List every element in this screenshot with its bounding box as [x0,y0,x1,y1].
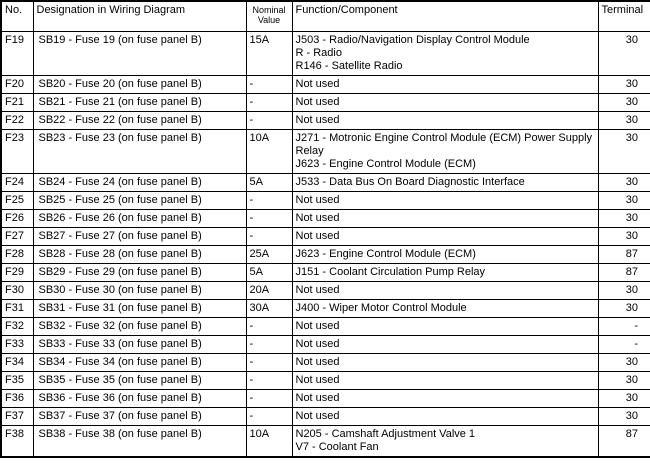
function-cell [292,129,598,173]
function-cell [292,389,598,407]
function-cell [292,353,598,371]
terminal-cell: 30 [598,389,650,407]
nominal-value-cell: - [246,209,292,227]
fuse-number-cell: F38 [1,425,33,457]
function-line: N205 - Camshaft Adjustment Valve 1 [295,427,476,440]
nominal-value-cell: 20A [246,281,292,299]
fuse-number-cell: F22 [1,111,33,129]
terminal-cell: 30 [598,281,650,299]
fuse-number-cell: F35 [1,371,33,389]
terminal-cell: 30 [598,173,650,191]
function-cell [292,93,598,111]
nominal-value-cell: 10A [246,129,292,173]
table-row [1,371,650,389]
function-cell [292,209,598,227]
function-cell [292,263,598,281]
function-line: Not used [295,95,340,108]
function-line: Not used [295,391,340,404]
designation-cell: SB28 - Fuse 28 (on fuse panel B) [33,245,246,263]
terminal-cell: 87 [598,245,650,263]
table-row [1,317,650,335]
terminal-cell: - [598,317,650,335]
function-line: J623 - Engine Control Module (ECM) [295,247,476,260]
designation-cell: SB27 - Fuse 27 (on fuse panel B) [33,227,246,245]
function-line: Not used [295,211,340,224]
function-line: Not used [295,193,340,206]
table-row [1,407,650,425]
function-line: V7 - Coolant Fan [295,440,379,453]
designation-cell: SB30 - Fuse 30 (on fuse panel B) [33,281,246,299]
terminal-cell: 30 [598,75,650,93]
function-line: Not used [295,229,340,242]
function-line: Not used [295,409,340,422]
designation-cell: SB33 - Fuse 33 (on fuse panel B) [33,335,246,353]
terminal-cell: 30 [598,227,650,245]
header-designation: Designation in Wiring Diagram [33,1,246,31]
function-line: J533 - Data Bus On Board Diagnostic Interface [295,175,525,188]
terminal-cell: 87 [598,425,650,457]
table-row [1,173,650,191]
function-cell [292,75,598,93]
nominal-value-cell: 10A [246,425,292,457]
fuse-number-cell: F25 [1,191,33,209]
table-row [1,111,650,129]
fuse-number-cell: F33 [1,335,33,353]
nominal-value-cell: - [246,407,292,425]
designation-cell: SB21 - Fuse 21 (on fuse panel B) [33,93,246,111]
header-nominal-line1: Nominal [252,5,286,15]
nominal-value-cell: - [246,371,292,389]
function-line: Not used [295,373,340,386]
fuse-number-cell: F28 [1,245,33,263]
function-line: J503 - Radio/Navigation Display Control Module [295,33,530,46]
terminal-cell: - [598,335,650,353]
nominal-value-cell: 30A [246,299,292,317]
header-nominal-line2: Value [257,15,281,25]
table-row [1,93,650,111]
fuse-number-cell: F34 [1,353,33,371]
fuse-number-cell: F27 [1,227,33,245]
fuse-number-cell: F30 [1,281,33,299]
header-function: Function/Component [292,1,598,31]
fuse-number-cell: F36 [1,389,33,407]
designation-cell: SB29 - Fuse 29 (on fuse panel B) [33,263,246,281]
function-cell [292,245,598,263]
function-cell [292,191,598,209]
terminal-cell: 30 [598,93,650,111]
function-cell [292,299,598,317]
fuse-number-cell: F21 [1,93,33,111]
nominal-value-cell: 25A [246,245,292,263]
header-terminal: Terminal [598,1,650,31]
header-nominal-value [246,1,292,31]
designation-cell: SB35 - Fuse 35 (on fuse panel B) [33,371,246,389]
designation-cell: SB23 - Fuse 23 (on fuse panel B) [33,129,246,173]
nominal-value-cell: - [246,389,292,407]
nominal-value-cell: 15A [246,31,292,75]
nominal-value-cell: 5A [246,173,292,191]
function-line: R - Radio [295,46,342,59]
table-row [1,75,650,93]
fuse-number-cell: F19 [1,31,33,75]
fuse-number-cell: F31 [1,299,33,317]
function-line: J400 - Wiper Motor Control Module [295,301,467,314]
table-row [1,227,650,245]
designation-cell: SB31 - Fuse 31 (on fuse panel B) [33,299,246,317]
terminal-cell: 30 [598,111,650,129]
function-cell [292,371,598,389]
function-cell [292,281,598,299]
table-row [1,335,650,353]
designation-cell: SB36 - Fuse 36 (on fuse panel B) [33,389,246,407]
designation-cell: SB24 - Fuse 24 (on fuse panel B) [33,173,246,191]
function-cell [292,335,598,353]
function-line: Not used [295,319,340,332]
designation-cell: SB32 - Fuse 32 (on fuse panel B) [33,317,246,335]
nominal-value-cell: - [246,353,292,371]
function-cell [292,111,598,129]
nominal-value-cell: - [246,191,292,209]
designation-cell: SB38 - Fuse 38 (on fuse panel B) [33,425,246,457]
terminal-cell: 30 [598,371,650,389]
function-cell [292,407,598,425]
function-line: R146 - Satellite Radio [295,59,403,72]
terminal-cell: 30 [598,209,650,227]
table-row [1,425,650,457]
nominal-value-cell: - [246,111,292,129]
nominal-value-cell: - [246,317,292,335]
nominal-value-cell: - [246,93,292,111]
fuse-number-cell: F23 [1,129,33,173]
terminal-cell: 30 [598,353,650,371]
function-cell [292,173,598,191]
function-cell [292,425,598,457]
fuse-number-cell: F20 [1,75,33,93]
fuse-table-body [1,31,650,457]
fuse-number-cell: F37 [1,407,33,425]
designation-cell: SB25 - Fuse 25 (on fuse panel B) [33,191,246,209]
table-row [1,299,650,317]
terminal-cell: 30 [598,407,650,425]
function-line: J151 - Coolant Circulation Pump Relay [295,265,486,278]
designation-cell: SB26 - Fuse 26 (on fuse panel B) [33,209,246,227]
header-no: No. [1,1,33,31]
designation-cell: SB19 - Fuse 19 (on fuse panel B) [33,31,246,75]
function-cell [292,31,598,75]
table-row [1,31,650,75]
terminal-cell: 30 [598,191,650,209]
terminal-cell: 87 [598,263,650,281]
function-line: J623 - Engine Control Module (ECM) [295,157,476,170]
function-line: Not used [295,283,340,296]
function-cell [292,227,598,245]
function-line: Not used [295,355,340,368]
function-cell [292,317,598,335]
table-row [1,353,650,371]
function-line: Not used [295,113,340,126]
table-row [1,389,650,407]
terminal-cell: 30 [598,299,650,317]
table-row [1,191,650,209]
nominal-value-cell: 5A [246,263,292,281]
nominal-value-cell: - [246,75,292,93]
table-row [1,209,650,227]
fuse-number-cell: F29 [1,263,33,281]
table-row [1,129,650,173]
fuse-number-cell: F24 [1,173,33,191]
table-row [1,281,650,299]
terminal-cell: 30 [598,31,650,75]
designation-cell: SB20 - Fuse 20 (on fuse panel B) [33,75,246,93]
table-row [1,263,650,281]
nominal-value-cell: - [246,335,292,353]
terminal-cell: 30 [598,129,650,173]
fuse-number-cell: F32 [1,317,33,335]
function-line: J271 - Motronic Engine Control Module (ECM) Power Supply Relay [295,131,593,157]
nominal-value-cell: - [246,227,292,245]
function-line: Not used [295,77,340,90]
designation-cell: SB37 - Fuse 37 (on fuse panel B) [33,407,246,425]
function-line: Not used [295,337,340,350]
table-row [1,245,650,263]
designation-cell: SB34 - Fuse 34 (on fuse panel B) [33,353,246,371]
header-row [1,1,650,31]
fuse-number-cell: F26 [1,209,33,227]
designation-cell: SB22 - Fuse 22 (on fuse panel B) [33,111,246,129]
